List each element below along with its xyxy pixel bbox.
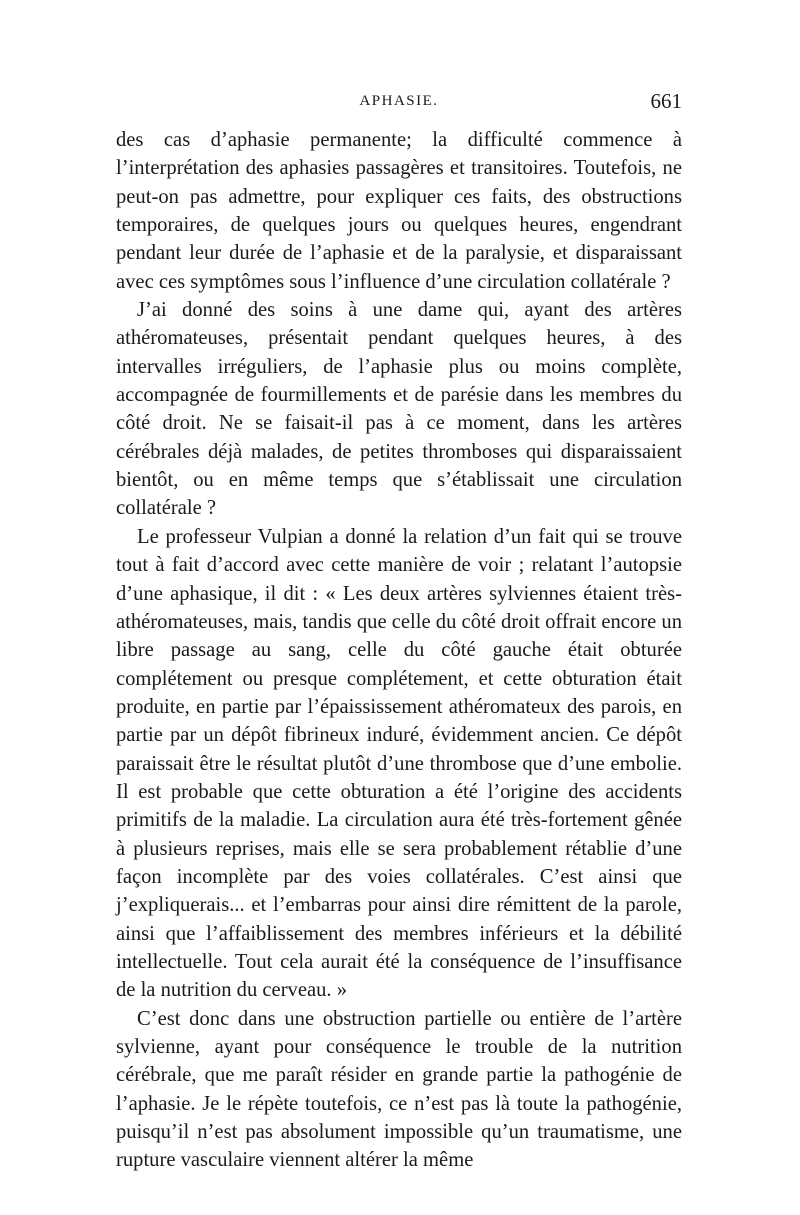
running-title: APHASIE. <box>359 93 439 109</box>
running-header <box>116 89 682 117</box>
body-text <box>116 126 682 1175</box>
paragraph-1: des cas d’aphasie permanente; la difficulté commence à l’interprétation des aphasies passagères et transitoires. Toutefois, ne peut-on pas admettre, pour expliquer ces faits, des obstructions temporaires, de quelques jours ou quelques heures, engendrant pendant leur durée de l’aphasie et de la paralysie, et disparaissant avec ces symptômes sous l’influence d’une circulation collatérale ? <box>116 129 682 293</box>
paragraph-2: J’ai donné des soins à une dame qui, ayant des artères athéromateuses, présentait pendant quelques heures, à des intervalles irréguliers, de l’aphasie plus ou moins complète, accompagnée de fourmillements et de parésie dans les membres du côté droit. Ne se faisait-il pas à ce moment, dans les artères cérébrales déjà malades, de petites thromboses qui disparaissaient bientôt, ou en même temps que s’établissait une circulation collatérale ? <box>116 299 682 520</box>
paragraph-3: Le professeur Vulpian a donné la relation d’un fait qui se trouve tout à fait d’accord avec cette manière de voir ; relatant l’autopsie d’une aphasique, il dit : « Les deux artères sylviennes étaient très-athéromateuses, mais, tandis que celle du côté droit offrait encore un libre passage au sang, celle du côté gauche était obturée complétement ou presque complétement, et cette obturation était produite, en partie par l’épaississement athéromateux des parois, en partie par un dépôt fibrineux induré, évidemment ancien. Ce dépôt paraissait être le résultat plutôt d’une thrombose que d’une embolie. Il est probable que cette obturation a été l’origine des accidents primitifs de la maladie. La circulation aura été très-fortement gênée à plusieurs reprises, mais elle se sera probablement rétablie d’une façon incomplète par des voies collatérales. C’est ainsi que j’expliquerais... et l’embarras pour ainsi dire rémittent de la parole, ainsi que l’affaiblissement des membres inférieurs et la débilité intellectuelle. Tout cela aurait été la conséquence de l’insuffisance de la nutrition du cerveau. » <box>116 525 682 1002</box>
page-number: 661 <box>650 89 682 113</box>
paragraph-4: C’est donc dans une obstruction partielle ou entière de l’artère sylvienne, ayant pour conséquence le trouble de la nutrition cérébrale, que me paraît résider en grande partie la pathogénie de l’aphasie. Je le répète toutefois, ce n’est pas là toute la pathogénie, puisqu’il n’est pas absolument impossible qu’un traumatisme, une rupture vasculaire viennent altérer la même <box>116 1007 682 1172</box>
